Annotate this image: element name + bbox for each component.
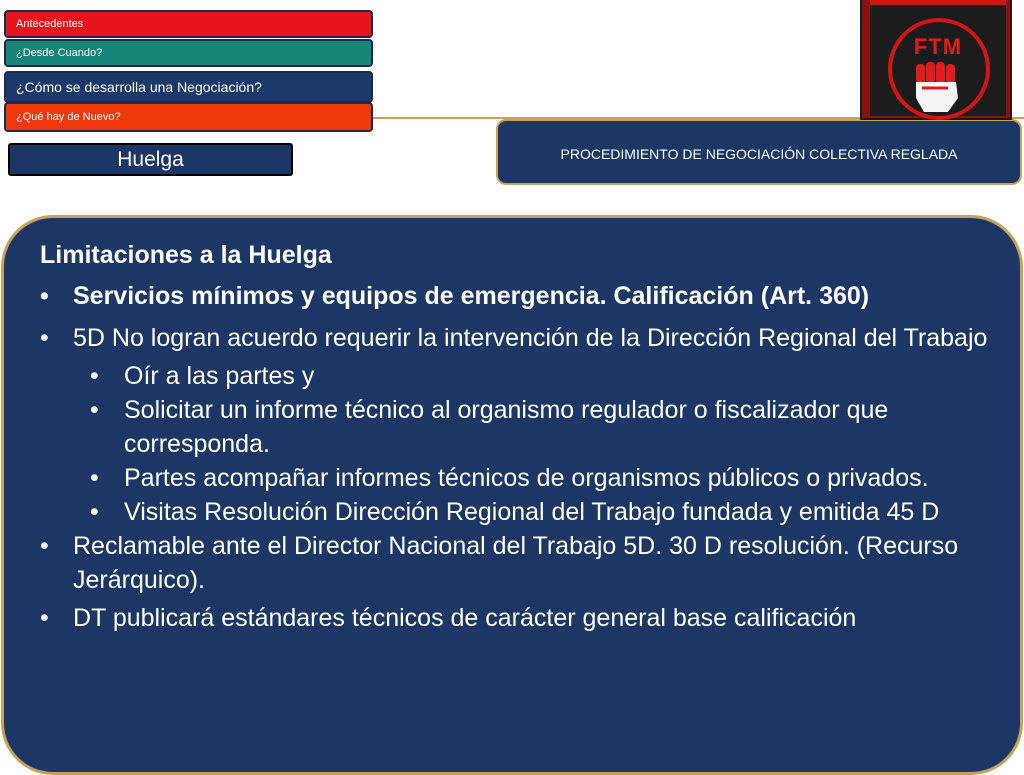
bullet-item xyxy=(40,279,996,313)
bullet-text: Visitas Resolución Dirección Regional del Trabajo fundada y emitida 45 D xyxy=(124,498,940,526)
bullet-text: 5D No logran acuerdo requerir la intervención de la Dirección Regional del Trabajo xyxy=(73,324,988,352)
bullet-list xyxy=(40,279,996,635)
nav-button-label: ¿Desde Cuando? xyxy=(16,47,103,59)
bullet-marker: • xyxy=(40,282,49,310)
nav-button-que-hay-nuevo[interactable] xyxy=(4,102,373,132)
bullet-marker: • xyxy=(90,362,99,390)
bullet-marker: • xyxy=(90,464,99,492)
bullet-marker: • xyxy=(40,324,49,352)
sub-bullet-item xyxy=(40,461,996,495)
nav-button-label: ¿Qué hay de Nuevo? xyxy=(16,111,121,123)
bullet-item xyxy=(40,321,996,355)
bullet-marker: • xyxy=(90,498,99,526)
bullet-text: Servicios mínimos y equipos de emergencia. Calificación (Art. 360) xyxy=(73,282,870,310)
bullet-marker: • xyxy=(40,532,49,560)
bullet-text: DT publicará estándares técnicos de carácter general base calificación xyxy=(73,604,857,632)
bullet-marker: • xyxy=(40,604,49,632)
section-tab-label: Huelga xyxy=(117,148,184,171)
logo-letters: FTM xyxy=(913,34,963,59)
nav-button-label: ¿Cómo se desarrolla una Negociación? xyxy=(16,79,262,95)
nav-button-desde-cuando[interactable] xyxy=(4,39,373,67)
sub-bullet-item xyxy=(40,393,996,461)
logo-top-band xyxy=(870,0,1006,5)
panel-title: Limitaciones a la Huelga xyxy=(40,241,332,269)
logo-background xyxy=(870,0,1006,116)
bullet-marker: • xyxy=(90,396,99,424)
nav-button-antecedentes[interactable] xyxy=(4,10,373,38)
nav-button-como-negociacion[interactable] xyxy=(4,71,373,103)
bullet-text: Reclamable ante el Director Nacional del Trabajo 5D. 30 D resolución. (Recurso Jerárquico). xyxy=(73,532,959,594)
raised-fist-icon xyxy=(908,60,968,116)
sub-bullet-item xyxy=(40,495,996,529)
header-title: PROCEDIMIENTO DE NEGOCIACIÓN COLECTIVA REGLADA xyxy=(560,146,958,162)
content-panel xyxy=(1,215,1023,775)
bullet-text: Partes acompañar informes técnicos de organismos públicos o privados. xyxy=(124,464,929,492)
header-title-box xyxy=(496,119,1022,185)
bullet-item xyxy=(40,529,996,597)
sub-bullet-item xyxy=(40,359,996,393)
ftm-logo xyxy=(860,0,1012,120)
bullet-item xyxy=(40,601,996,635)
section-tab-huelga[interactable] xyxy=(8,143,293,176)
bullet-text: Solicitar un informe técnico al organismo regulador o fiscalizador que corresponda. xyxy=(124,396,889,458)
nav-button-label: Antecedentes xyxy=(16,18,84,30)
bullet-text: Oír a las partes y xyxy=(124,362,315,390)
